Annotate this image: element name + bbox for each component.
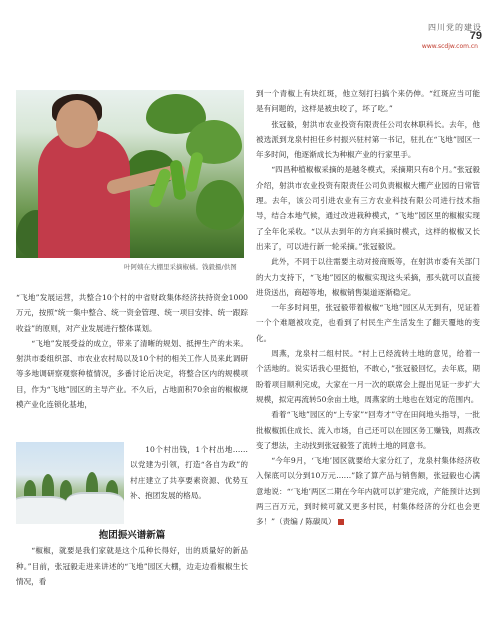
page-number: 79 bbox=[469, 30, 482, 42]
paragraph: “椒椒，就要是我们家就是这个瓜种长得好，出的质量好的新品种。”目前，张冠毅走进来讲述的“飞地”园区大棚，边走边看椒椒生长情况，看 bbox=[16, 546, 248, 586]
magazine-name: 四川党的建设 bbox=[428, 23, 482, 32]
paragraph-text: “今年9月，‘飞地’园区就要给大家分红了，龙泉村集体经济收入保底可以分到10万元……”除了算产品与销售额，张冠毅也心满意地说：“‘飞地’两区二期在今年内就可以扩建完成，产能预计达到两三百万元，到时候可就又更多村民，村集体经济的分红也会更多！”（责编 / 陈碳凤） bbox=[256, 456, 480, 527]
right-column bbox=[256, 86, 480, 530]
left-column-bottom bbox=[16, 528, 248, 589]
article-end-icon bbox=[338, 519, 344, 525]
paragraph: 张冠毅，射洪市农业投资有限责任公司农林职科长。去年，他被选派到龙泉村担任乡村振兴驻村第一书记，驻扎在“飞地”园区一年多时间，他逐渐成长为种椒产业的行家里手。 bbox=[256, 119, 480, 160]
paragraph: 看着“飞地”园区的“上专家”“回寿才”守在田间地头指导，一批批椒椒抓住成长、流入市场，自己还可以在园区务工赚钱，周燕改变了想法，主动找到张冠毅签了流转土地的同意书。 bbox=[256, 410, 480, 450]
paragraph: “飞地”发展运营，共整合10个村的中省财政集体经济扶持资金1000万元，按照“统一集中整合、统一资金管理、统一项目安排、统一跟踪收益”的原则，对产业发展进行整体谋划。 bbox=[16, 293, 248, 333]
paragraph: “飞地”发展受益的成立，带来了清晰的规划、抵押生产的未来。射洪市委组织部、市农业农村局以及10个村的相关工作人员来此调研等多地调研察观察种植情况，多番讨论后决定，将整合区内的规模项目，作为“飞地”园区的主导产业。不久后，占地面积70余亩的椒椒规模产业化连锁化基地， bbox=[16, 338, 248, 410]
paragraph: 一年多时间里，张冠毅带着椒椒“飞地”园区从无到有，见证着一个个难题被攻克，也看到了村民生产生活发生了翻天覆地的变化。 bbox=[256, 303, 480, 343]
paragraph: 10个村出钱，1个村出地……以党建为引领，打造“各自为政”的村庄建立了共享要素资源、优势互补、抱团发展的格局。 bbox=[130, 445, 248, 500]
paragraph bbox=[256, 453, 480, 529]
farmer-greenhouse-photo bbox=[16, 90, 244, 258]
left-column-top bbox=[16, 290, 248, 412]
left-column-mid bbox=[130, 442, 248, 503]
paragraph: “四昌种植椒椒采摘的是越冬模式，采摘期只有8个月。”张冠毅介绍，射洪市农业投资有限责任公司负责椒椒大棚产业园的日常管理。去年，该公司引进农业有三方农业科技有限公司进行技术指导，结合本地气候，通过改进栽种模式，“飞地”园区里的椒椒实现了全年化采收。“以从去到年的方向采摘时模式，这样的椒椒又长出来了，可以进行新一轮采摘。”张冠毅说。 bbox=[256, 165, 480, 251]
greenhouse-park-photo bbox=[16, 442, 124, 524]
photo-caption: 叶阿姨在大棚里采摘椒橘。钱毅摄/供图 bbox=[124, 263, 237, 271]
paragraph: 周燕，龙泉村二组村民。“村上已经流转土地的意见，给着一个活地的。说实话我心里挺怕，不敢心，”张冠毅回忆，去年底，期盼着项目顺利完成，大家在一月一次的联席会上提出见证一步扩大规模，拟定再流转50余亩土地，周燕家的土地也在划定的范围内。 bbox=[256, 349, 480, 404]
magazine-url[interactable]: www.scdjw.com.cn bbox=[421, 43, 478, 50]
section-subheading: 抱团振兴谱新篇 bbox=[98, 530, 166, 541]
paragraph: 到一个青椒上有块红斑，他立刻打扫搞个来仍伸。“红斑应当可能是有问题的，这样是被虫咬了，坏了吃。” bbox=[256, 89, 480, 114]
paragraph: 此外，不同于以往需要主动对接商贩等，在射洪市委有关部门的大力支持下，“飞地”园区的椒椒实现这头采摘，那头就可以直接进货送出，商超等地，椒椒销售渠道逐渐稳定。 bbox=[256, 257, 480, 297]
